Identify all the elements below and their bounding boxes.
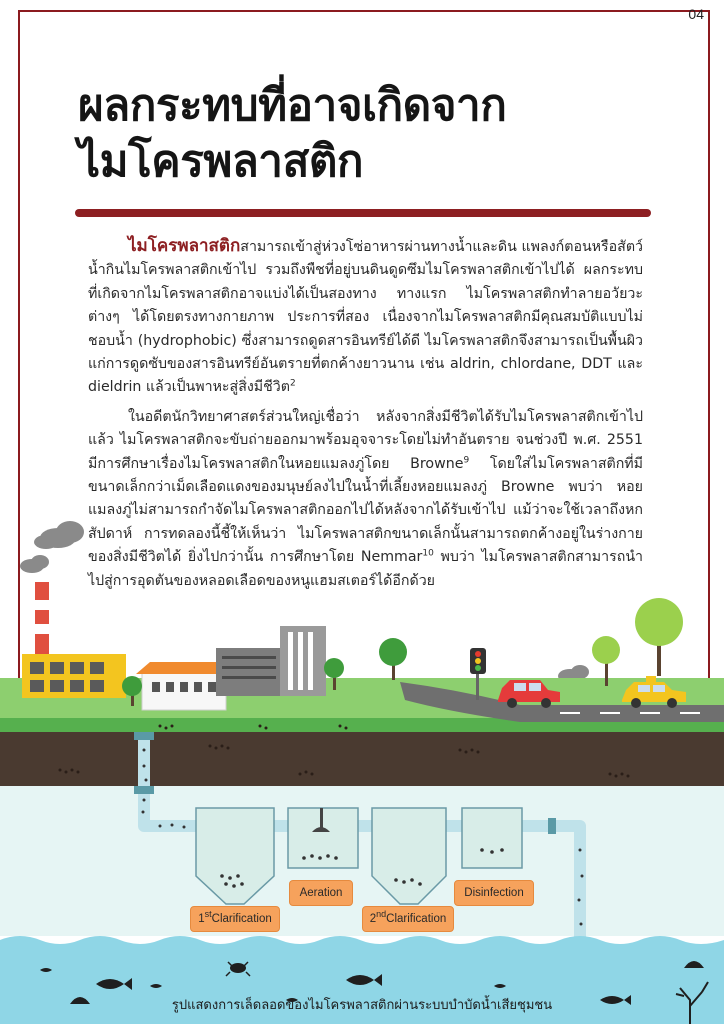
paragraph-1-lead: ไมโครพลาสติก	[128, 236, 241, 256]
reference-2: 2	[289, 378, 296, 389]
paragraph-2-part-a: ในอดีตนักวิทยาศาสตร์ส่วนใหญ่เชื่อว่า หลังจากสิ่งมีชีวิตได้รับไมโครพลาสติกเข้าไปแล้ว ไมโครพลาสติกจะขับถ่ายออกมาพร้อมอุจจาระโดยไม่ทำอันตราย จนช่วงปี พ.ศ. 2551 มีการศึกษาเรื่องไมโครพลาสติกในหอยแมลงภู่โดย Browne	[88, 408, 643, 472]
aeration-label	[289, 880, 353, 906]
paragraph-2-part-c: พบว่า ไมโครพลาสติกสามารถนำไปสู่การอุดตันของหลอดเลือดของหนูแฮมสเตอร์ได้อีกด้วย	[88, 549, 643, 589]
paragraph-2	[88, 406, 643, 593]
reference-10: 10	[422, 548, 434, 559]
paragraph-1-text: สามารถเข้าสู่ห่วงโซ่อาหารผ่านทางน้ำและดิน แพลงก์ตอนหรือสัตว์น้ำกินไมโครพลาสติกเข้าไป รวมถึงพืชที่อยู่บนดินดูดซึมไมโครพลาสติกเข้าไปได้ ผลกระทบที่เกิดจากไมโครพลาสติกอาจแบ่งได้เป็นสองทาง ทางแรก ไมโครพลาสติกทำลายอวัยวะต่างๆ ได้โดยตรงทางกายภาพ ประการที่สอง เนื่องจากไมโครพลาสติกมีคุณสมบัติแบบไม่ชอบน้ำ (hydrophobic) ซึ่งสามารถดูดสารอินทรีย์ได้ดี ไมโครพลาสติกจึงสามารถเป็นพื้นผิวแก่การดูดซับของสารอินทรีย์อันตรายที่ตกค้างยาวนาน เช่น aldrin, chlordane, DDT และ dieldrin แล้วเป็นพาหะสู่สิ่งมีชีวิต	[88, 239, 643, 396]
first-clarification-number: 1	[198, 913, 205, 925]
body-text	[88, 235, 643, 599]
disinfection-label	[454, 880, 534, 906]
aeration-text: Aeration	[299, 887, 343, 899]
disinfection-text: Disinfection	[464, 887, 524, 899]
second-clarification-suffix: nd	[376, 909, 387, 920]
reference-9: 9	[463, 454, 470, 465]
first-clarification-text: Clarification	[211, 913, 272, 925]
paragraph-1	[88, 235, 643, 400]
second-clarification-label	[362, 906, 454, 932]
page-number: 04	[688, 6, 704, 22]
page-title	[78, 78, 658, 190]
title-line-2: ไมโครพลาสติก	[78, 136, 364, 187]
figure-caption: รูปแสดงการเล็ดลอดของไมโครพลาสติกผ่านระบบบำบัดน้ำเสียชุมชน	[171, 998, 553, 1013]
first-clarification-suffix: st	[204, 909, 212, 920]
title-line-1: ผลกระทบที่อาจเกิดจาก	[78, 80, 507, 131]
paragraph-2-part-b: โดยใส่ไมโครพลาสติกที่มีขนาดเล็กกว่าเม็ดเลือดแดงของมนุษย์ลงไปในน้ำที่เลี้ยงหอยแมลงภู่ Browne พบว่า หอยแมลงภู่ไม่สามารถกำจัดไมโครพลาสติกออกไปได้หลังจากได้รับเข้าไป แม้ว่าจะใช้เวลาถึงหกสัปดาห์ การทดลองนี้ชี้ให้เห็นว่า ไมโครพลาสติกขนาดเล็กนั้นสามารถตกค้างอยู่ในร่างกายของสิ่งมีชีวิตได้ ยิ่งไปกว่านั้น การศึกษาโดย Nemmar	[88, 455, 643, 566]
second-clarification-text: Clarification	[386, 913, 447, 925]
second-clarification-number: 2	[369, 913, 377, 925]
first-clarification-label	[190, 906, 280, 932]
title-underline	[75, 209, 651, 217]
